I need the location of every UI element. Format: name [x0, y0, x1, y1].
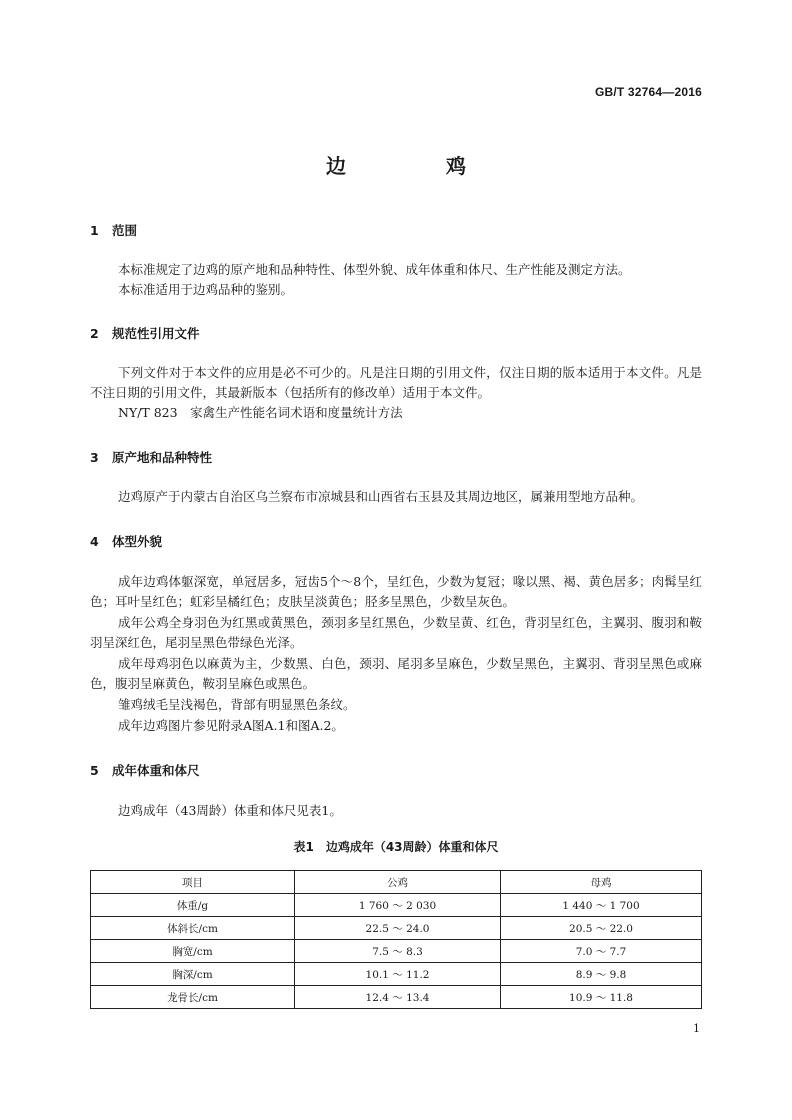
section-number: 4: [90, 534, 99, 549]
section-5-heading: [90, 761, 200, 779]
table-caption: 表1 边鸡成年（43周龄）体重和体尺: [293, 840, 499, 854]
table-row: [91, 894, 702, 917]
table-cell: 10.9 ～ 11.8: [501, 986, 702, 1009]
table-cell: 胸深/cm: [91, 963, 295, 986]
table-cell: 7.5 ～ 8.3: [295, 940, 501, 963]
section-1-heading: [90, 221, 137, 239]
paragraph: 本标准规定了边鸡的原产地和品种特性、体型外貌、成年体重和体尺、生产性能及测定方法。: [118, 262, 631, 277]
paragraph: 成年边鸡图片参见附录A图A.1和图A.2。: [118, 718, 344, 733]
section-3-heading: [90, 448, 212, 466]
table-cell: 体斜长/cm: [91, 917, 295, 940]
table-cell: 龙骨长/cm: [91, 986, 295, 1009]
column-header: 公鸡: [295, 871, 501, 894]
column-header: 母鸡: [501, 871, 702, 894]
paragraph: 成年边鸡体躯深宽，单冠居多，冠齿5个～8个，呈红色，少数为复冠；喙以黑、褐、黄色居多；肉髯呈红色；耳叶呈红色；虹彩呈橘红色；皮肤呈淡黄色；胫多呈黑色，少数呈灰色。: [90, 574, 702, 609]
section-2-heading: [90, 324, 200, 342]
table-cell: 22.5 ～ 24.0: [295, 917, 501, 940]
section-title: 体型外貌: [112, 534, 163, 549]
column-header: 项目: [91, 871, 295, 894]
section-title: 原产地和品种特性: [112, 450, 213, 465]
section-4-heading: [90, 532, 162, 550]
table-row: [91, 963, 702, 986]
section-number: 1: [90, 223, 99, 238]
table-header-row: [91, 871, 702, 894]
section-number: 5: [90, 763, 99, 778]
paragraph: 成年母鸡羽色以麻黄为主，少数黑、白色，颈羽、尾羽多呈麻色，少数呈黑色，主翼羽、背羽呈黑色或麻色，腹羽呈麻黄色，鞍羽呈麻色或黑色。: [90, 656, 702, 691]
paragraph: 下列文件对于本文件的应用是必不可少的。凡是注日期的引用文件，仅注日期的版本适用于本文件。凡是不注日期的引用文件，其最新版本（包括所有的修改单）适用于本文件。: [90, 365, 702, 400]
section-number: 2: [90, 326, 99, 341]
document-title: 边 鸡: [326, 154, 506, 178]
table-cell: 12.4 ～ 13.4: [295, 986, 501, 1009]
section-number: 3: [90, 450, 99, 465]
section-title: 成年体重和体尺: [112, 763, 200, 778]
paragraph: 本标准适用于边鸡品种的鉴别。: [118, 282, 294, 297]
paragraph: 雏鸡绒毛呈浅褐色，背部有明显黑色条纹。: [118, 697, 356, 712]
paragraph: 边鸡原产于内蒙古自治区乌兰察布市凉城县和山西省右玉县及其周边地区，属兼用型地方品种。: [118, 489, 644, 504]
table-cell: 体重/g: [91, 894, 295, 917]
standard-code: GB/T 32764—2016: [594, 85, 702, 99]
body-measurements-table: [90, 870, 702, 1009]
paragraph: 成年公鸡全身羽色为红黑或黄黑色，颈羽多呈红黑色，少数呈黄、红色，背羽呈红色，主翼羽、腹羽和鞍羽呈深红色，尾羽呈黑色带绿色光泽。: [90, 615, 702, 650]
table-cell: 10.1 ～ 11.2: [295, 963, 501, 986]
table-row: [91, 940, 702, 963]
table-row: [91, 917, 702, 940]
table-cell: 1 760 ～ 2 030: [295, 894, 501, 917]
reference-item: NY/T 823 家禽生产性能名词术语和度量统计方法: [118, 405, 403, 420]
table-cell: 7.0 ～ 7.7: [501, 940, 702, 963]
section-title: 范围: [112, 223, 138, 238]
table-cell: 8.9 ～ 9.8: [501, 963, 702, 986]
table-cell: 1 440 ～ 1 700: [501, 894, 702, 917]
table-cell: 20.5 ～ 22.0: [501, 917, 702, 940]
table-row: [91, 986, 702, 1009]
page-number: 1: [693, 1022, 700, 1035]
section-title: 规范性引用文件: [112, 326, 200, 341]
paragraph: 边鸡成年（43周龄）体重和体尺见表1。: [118, 803, 342, 818]
table-cell: 胸宽/cm: [91, 940, 295, 963]
